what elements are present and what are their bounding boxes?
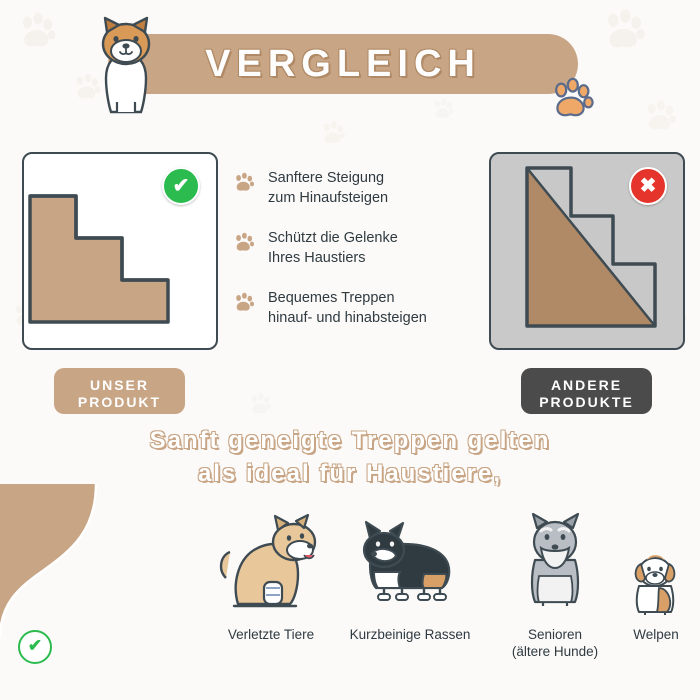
paw-print-icon (246, 390, 274, 418)
check-circle-icon: ✔ (162, 167, 200, 205)
feature-list (232, 168, 484, 348)
feature-text-line2: zum Hinaufsteigen (268, 190, 389, 206)
feature-item (232, 288, 484, 330)
check-circle-icon: ✔ (18, 630, 52, 664)
paw-print-icon (232, 290, 256, 314)
tagline-line2: als ideal für Haustiere, (197, 460, 503, 487)
pet-item (330, 500, 490, 643)
senior-schnauzer-icon (492, 500, 618, 620)
feature-text-line1: Schützt die Gelenke (268, 230, 398, 246)
page-title-text: VERGLEICH (205, 43, 481, 85)
feature-text-line1: Bequemes Treppen (268, 290, 395, 306)
page-title (108, 34, 578, 94)
pet-item (492, 500, 618, 660)
our-product-label-line1: UNSER (89, 377, 149, 393)
our-product-label (54, 368, 185, 414)
pet-caption-line1: Welpen (633, 627, 679, 642)
puppy-beagle-icon (614, 500, 698, 620)
shiba-dog-head-icon (88, 10, 164, 120)
pet-caption-line2: (ältere Hunde) (511, 644, 599, 659)
header (0, 0, 700, 128)
feature-text-line2: Ihres Haustiers (268, 250, 366, 266)
paw-print-icon (232, 170, 256, 194)
feature-text-line2: hinauf- und hinabsteigen (268, 310, 427, 326)
feature-text-line1: Sanftere Steigung (268, 170, 385, 186)
pet-item (196, 500, 346, 643)
tagline (60, 424, 640, 490)
feature-item (232, 168, 484, 210)
pet-item (614, 500, 698, 643)
pet-caption-line1: Kurzbeinige Rassen (349, 627, 471, 642)
other-products-label-line1: ANDERE (550, 377, 623, 393)
target-pets-row (196, 500, 688, 690)
paw-print-icon (232, 230, 256, 254)
our-product-label-line2: PRODUKT (77, 394, 162, 410)
tagline-line1: Sanft geneigte Treppen gelten (149, 427, 551, 454)
paw-print-icon (546, 74, 598, 122)
other-products-label (521, 368, 652, 414)
x-circle-icon: ✖ (629, 167, 667, 205)
injured-dog-icon (196, 500, 346, 620)
pet-caption-line1: Verletzte Tiere (227, 627, 315, 642)
feature-item (232, 228, 484, 270)
other-products-label-line2: PRODUKTE (539, 394, 634, 410)
pet-caption-line1: Senioren (527, 627, 583, 642)
corgi-dog-icon (330, 500, 490, 620)
